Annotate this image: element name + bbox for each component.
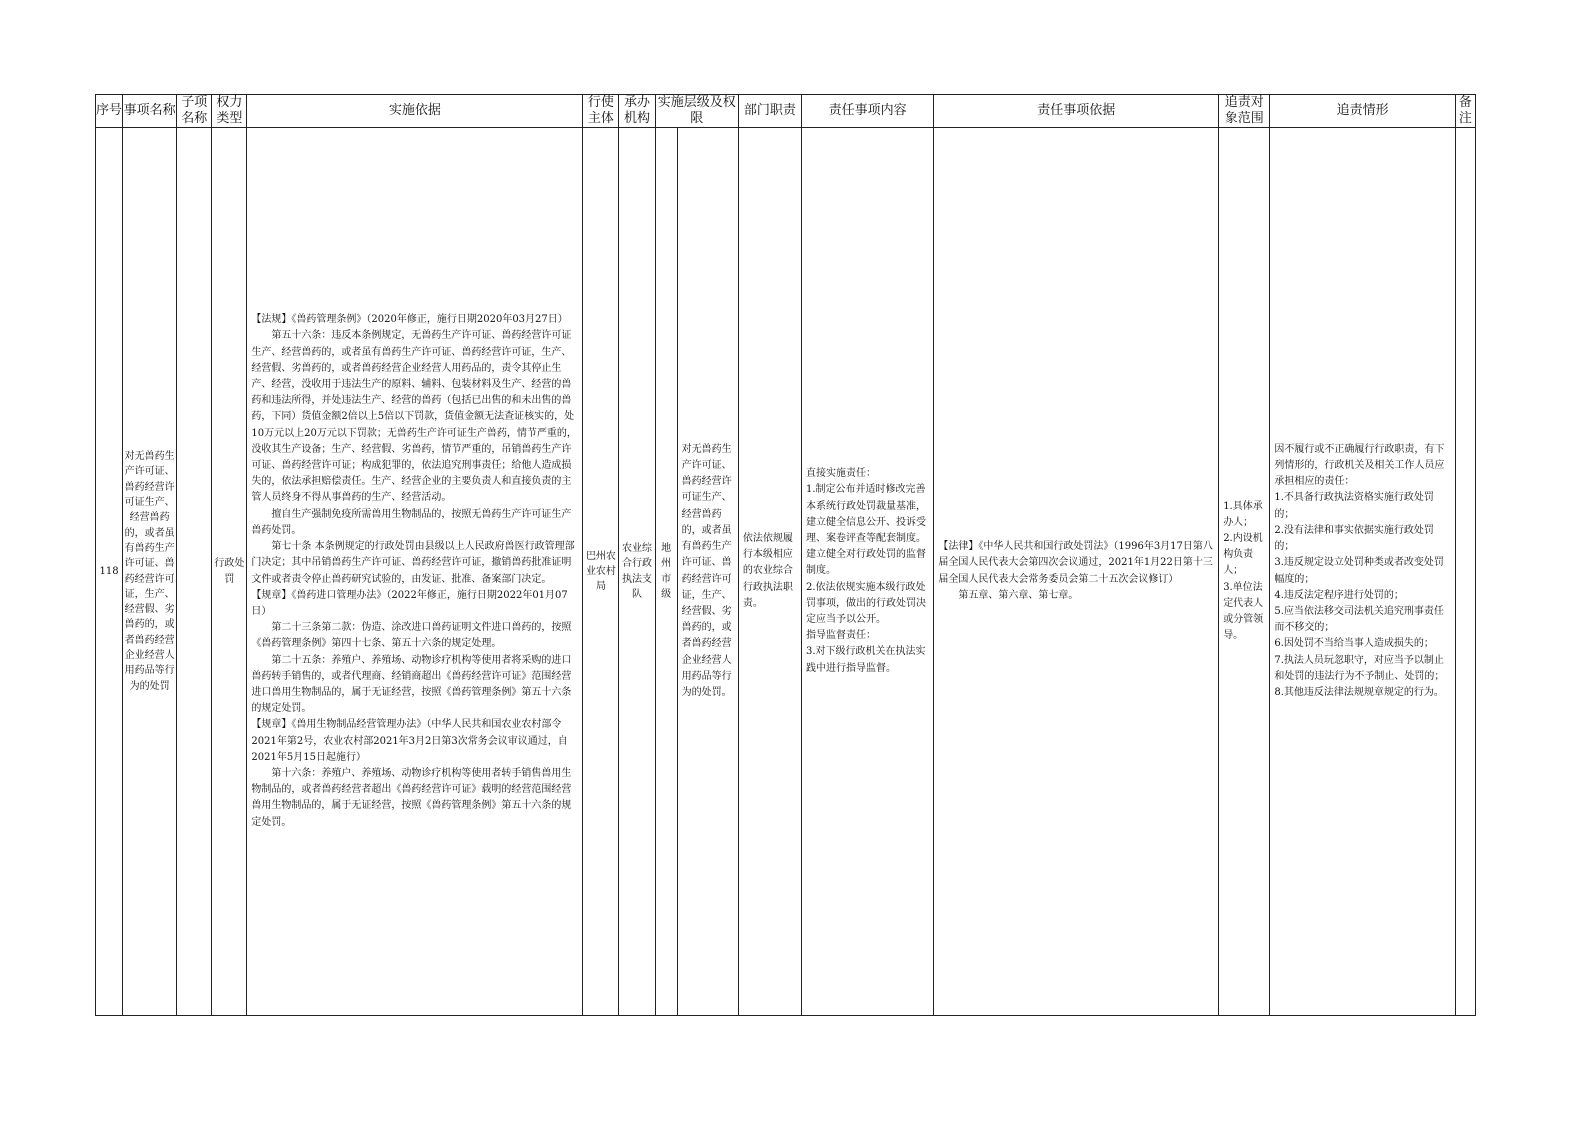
basis-paragraph: 第二十五条：养殖户、养殖场、动物诊疗机构等使用者将采购的进口兽药转手销售的，或者代理商、经销商超出《兽药经营许可证》范围经营进口兽用生物制品的，属于无证经营，按照《兽药管理条例》第五十六条的规定处罚。: [251, 654, 572, 715]
header-subject: 行使主体: [583, 95, 619, 128]
cell-resp-basis: [934, 128, 1219, 1016]
header-level: 实施层级及权限: [655, 95, 738, 128]
cell-seq: 118: [96, 128, 123, 1016]
header-resp-content: 责任事项内容: [802, 95, 934, 128]
cell-sub-item: [177, 128, 212, 1016]
cell-resp-content: 直接实施责任： 1.制定公布并适时修改完善本系统行政处罚裁量基准，建立健全信息公开、投诉受理、案卷评查等配套制度。建立健全对行政处罚的监督制度。 2.依法依规实施本级行政处罚事项，做出的行政处罚决定应当予以公开。 指导监督责任： 3.对下级行政机关在执法实践中进行指导监督。: [802, 128, 934, 1016]
cell-scope: 1.具体承办人； 2.内设机构负责人； 3.单位法定代表人或分管领导。: [1219, 128, 1270, 1016]
cell-item-name: 对无兽药生产许可证、兽药经营许可证生产、经营兽药的，或者虽有兽药生产许可证、兽药经营许可证，生产、经营假、劣兽药的，或者兽药经营企业经营人用药品等行为的处罚: [123, 128, 177, 1016]
basis-paragraph: 第五十六条：违反本条例规定，无兽药生产许可证、兽药经营许可证生产、经营兽药的，或者虽有兽药生产许可证、兽药经营许可证，生产、经营假、劣兽药的，或者兽药经营企业经营人用药品的，责令其停止生产、经营，没收用于违法生产的原料、辅料、包装材料及生产、经营的兽药和违法所得，并处违法生产、经营的兽药（包括已出售的和未出售的兽药，下同）货值金额2倍以上5倍以下罚款，货值金额无法查证核实的，处10万元以上20万元以下罚款；无兽药生产许可证生产兽药，情节严重的，没收其生产设备；生产、经营假、劣兽药，情节严重的，吊销兽药生产许可证、兽药经营许可证；构成犯罪的，依法追究刑事责任；给他人造成损失的，依法承担赔偿责任。生产、经营企业的主要负责人和直接负责的主管人员终身不得从事兽药的生产、经营活动。: [251, 330, 577, 504]
cell-situations: 因不履行或不正确履行行政职责，有下列情形的，行政机关及相关工作人员应承担相应的责任： 1.不具备行政执法资格实施行政处罚的； 2.没有法律和事实依据实施行政处罚的； 3.违反规定设立处罚种类或者改变处罚幅度的； 4.违反法定程序进行处罚的； 5.应当依法移交司法机关追究刑事责任而不移交的； 6.因处罚不当给当事人造成损失的； 7.执法人员玩忽职守，对应当予以制止和处罚的违法行为不予制止、处罚的； 8.其他违反法律法规规章规定的行为。: [1270, 128, 1456, 1016]
cell-power-type: 行政处罚: [212, 128, 247, 1016]
table-row: [96, 128, 1476, 1016]
basis-paragraph: 【规章】《兽用生物制品经营管理办法》（中华人民共和国农业农村部令2021年第2号，农业农村部2021年3月2日第3次常务会议审议通过，自2021年5月15日起施行）: [251, 719, 568, 763]
header-seq: 序号: [96, 95, 123, 128]
header-sub-item: 子项名称: [177, 95, 212, 128]
cell-basis: [247, 128, 583, 1016]
cell-remarks: [1455, 128, 1475, 1016]
basis-paragraph: 第十六条：养殖户、养殖场、动物诊疗机构等使用者转手销售兽用生物制品的，或者兽药经营者超出《兽药经营许可证》载明的经营范围经营兽用生物制品的，属于无证经营，按照《兽药管理条例》第五十六条的规定处罚。: [251, 767, 572, 828]
header-dept-duty: 部门职责: [738, 95, 801, 128]
resp-basis-paragraph: 第五章、第六章、第七章。: [958, 589, 1079, 601]
cell-agency: 农业综合行政执法支队: [619, 128, 655, 1016]
header-scope: 追责对象范围: [1219, 95, 1270, 128]
header-agency: 承办机构: [619, 95, 655, 128]
header-power-type: 权力类型: [212, 95, 247, 128]
basis-paragraph: 【规章】《兽药进口管理办法》（2022年修正，施行日期2022年01月07日）: [251, 589, 568, 617]
resp-basis-paragraph: 【法律】《中华人民共和国行政处罚法》（1996年3月17日第八届全国人民代表大会第四次会议通过，2021年1月22日第十三届全国人民代表大会常务委员会第二十五次会议修订）: [938, 541, 1213, 585]
header-situations: 追责情形: [1270, 95, 1456, 128]
header-basis: 实施依据: [247, 95, 583, 128]
cell-subject: 巴州农业农村局: [583, 128, 619, 1016]
header-remarks: 备注: [1455, 95, 1475, 128]
power-list-table: [95, 94, 1476, 1016]
basis-paragraph: 【法规】《兽药管理条例》（2020年修正，施行日期2020年03月27日）: [251, 314, 568, 326]
basis-paragraph: 第二十三条第二款：伪造、涂改进口兽药证明文件进口兽药的，按照《兽药管理条例》第四十七条、第五十六条的规定处理。: [251, 622, 572, 650]
cell-dept-duty: 依法依规履行本级相应的农业综合行政执法职责。: [738, 128, 801, 1016]
basis-paragraph: 擅自生产强制免疫所需兽用生物制品的，按照无兽药生产许可证生产兽药处罚。: [251, 508, 572, 536]
header-item-name: 事项名称: [123, 95, 177, 128]
header-resp-basis: 责任事项依据: [934, 95, 1219, 128]
cell-level-scope: 对无兽药生产许可证、兽药经营许可证生产、经营兽药的，或者虽有兽药生产许可证、兽药经营许可证，生产、经营假、劣兽药的，或者兽药经营企业经营人用药品等行为的处罚。: [677, 128, 738, 1016]
basis-paragraph: 第七十条 本条例规定的行政处罚由县级以上人民政府兽医行政管理部门决定；其中吊销兽药生产许可证、兽药经营许可证，撤销兽药批准证明文件或者责令停止兽药研究试验的，由发证、批准、备案部门决定。: [251, 541, 575, 585]
resp-basis-paragraphs: [938, 539, 1214, 604]
header-row: [96, 95, 1476, 128]
cell-level-name: 地州市级: [655, 128, 677, 1016]
basis-paragraphs: [251, 312, 578, 831]
